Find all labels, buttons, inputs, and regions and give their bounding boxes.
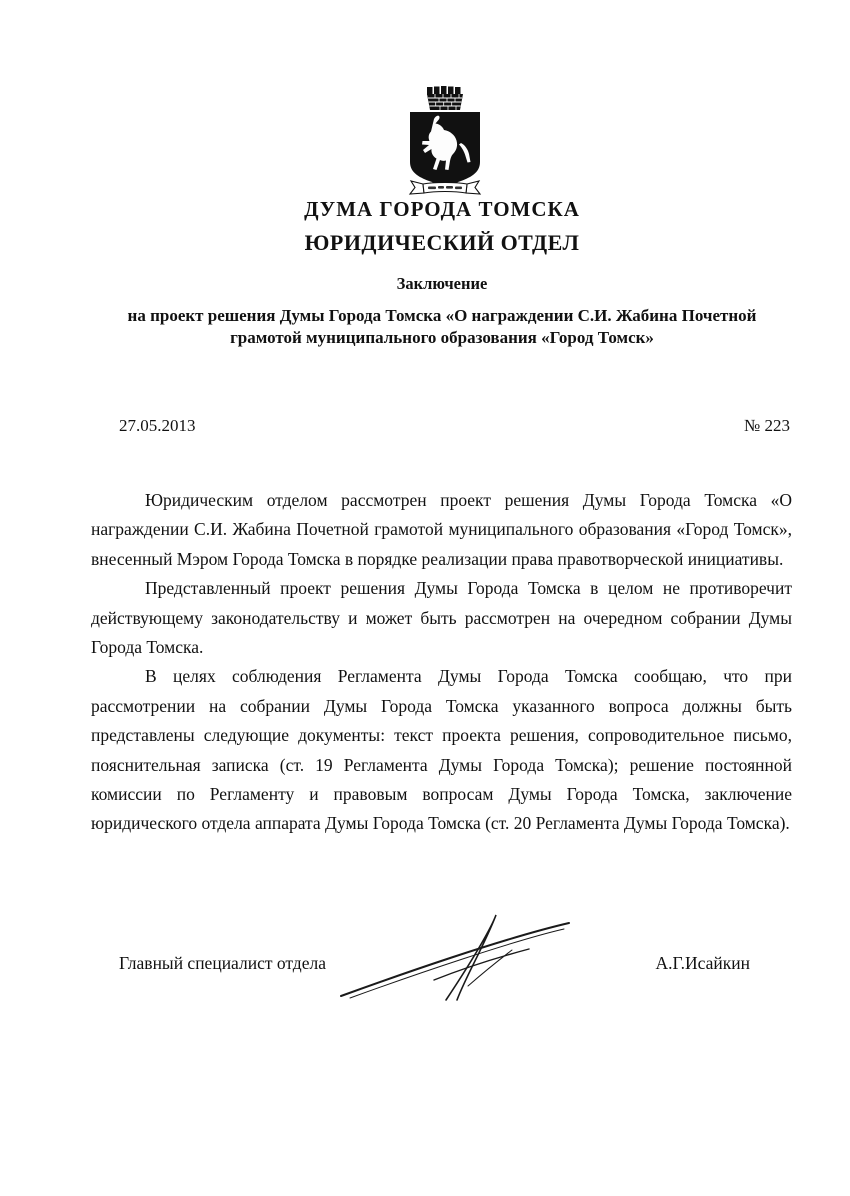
motto-ribbon-icon <box>410 181 480 194</box>
body-paragraph: Юридическим отделом рассмотрен проект решения Думы Города Томска «О награждении С.И. Жабина Почетной грамотой муниципального образования «Город Томск», внесенный Мэром Города Томска в порядке реализации права правотворческой инициативы. <box>91 490 792 569</box>
tomsk-coat-of-arms-icon <box>397 86 493 197</box>
document-type-heading: Заключение <box>396 274 488 293</box>
shield-icon <box>410 112 480 191</box>
body-paragraph: В целях соблюдения Регламента Думы Города Томска сообщаю, что при рассмотрении на собрании Думы Города Томска указанного вопроса должны быть представлены следующие документы: текст проекта решения, сопроводительное письмо, пояснительная записка (ст. 19 Регламента Думы Города Томска); решение постоянной комиссии по Регламенту и правовым вопросам Думы Города Томска, заключение юридического отдела аппарата Думы Города Томска (ст. 20 Регламента Думы Города Томска). <box>91 666 792 834</box>
signer-position: Главный специалист отдела <box>119 953 326 973</box>
organization-name: ДУМА ГОРОДА ТОМСКА <box>304 197 580 221</box>
department-name: ЮРИДИЧЕСКИЙ ОТДЕЛ <box>304 230 580 255</box>
document-date: 27.05.2013 <box>119 416 196 435</box>
mural-crown-icon <box>427 86 463 110</box>
signer-name: А.Г.Исайкин <box>655 953 750 973</box>
date-number-row <box>119 416 790 436</box>
document-title <box>34 305 850 349</box>
body-paragraph: Представленный проект решения Думы Города Томска в целом не противоречит действующему законодательству и может быть рассмотрен на очередном собрании Думы Города Томска. <box>91 578 792 658</box>
signature-row <box>119 953 750 974</box>
document-title-line-1: на проект решения Думы Города Томска «О награждении С.И. Жабина Почетной <box>127 306 757 325</box>
document-title-line-2: грамотой муниципального образования «Город Томск» <box>230 328 654 347</box>
document-body <box>91 486 792 839</box>
document-number: № 223 <box>744 416 790 435</box>
